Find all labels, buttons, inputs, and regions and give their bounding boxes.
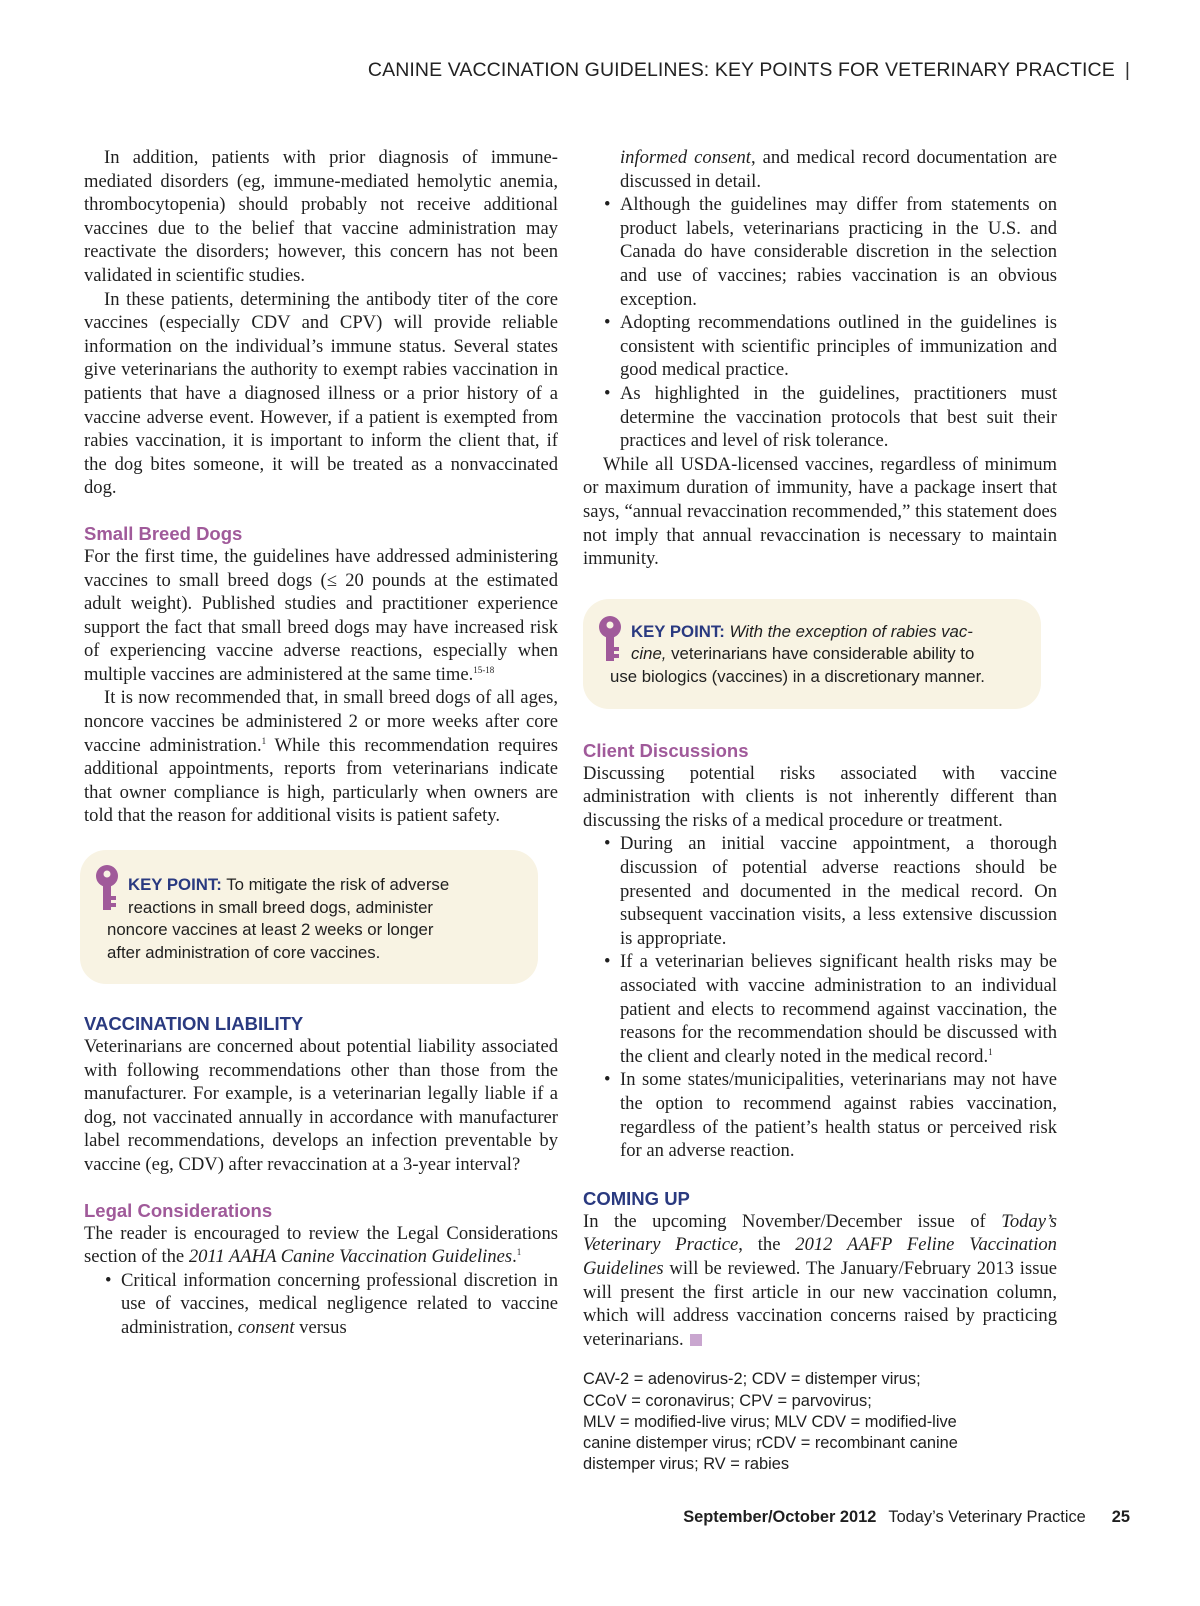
paragraph-client-discussions: Discussing potential risks associated with vaccine administration with clients is not inherently different than discussing the risks of a medical procedure or treatment. (583, 762, 1057, 831)
header-separator: | (1124, 59, 1130, 81)
noncore-timing-text-b: While this recommendation requires additional appointments, reports from veterinarians indicate that owner compliance is high, particularly when owners are told that the reason for additional visits is patient safety. (84, 734, 558, 827)
bullet-dot: • (604, 1069, 611, 1091)
abbreviation-line: distemper virus; RV = rabies (583, 1455, 790, 1474)
bullet-text: In some states/municipalities, veterinarians may not have the option to recommend against rabies vaccination, regardless of the patient’s health status or perceived risk for an adverse reaction. (620, 1069, 1057, 1162)
footer-issue: September/October 2012 (683, 1508, 877, 1526)
key-point-text-3: noncore vaccines at least 2 weeks or longer (107, 920, 434, 940)
bullet-dot: • (604, 382, 611, 404)
key-point-text-2: veterinarians have considerable ability to (666, 644, 975, 664)
list-item (583, 146, 1057, 193)
client-bullet-list (583, 832, 1057, 1162)
legal-bullet-italic: consent (237, 1316, 295, 1338)
reference-1-legal: 1 (516, 1247, 522, 1257)
bullet-dot: • (105, 1269, 112, 1291)
noncore-timing-text-a: It is now recommended that, in small breed dogs of all ages, noncore vaccines be administered 2 or more weeks after core vaccine administration. (84, 687, 558, 756)
bullet-text: Adopting recommendations outlined in the guidelines is consistent with scientific principles of immunization and good medical practice. (620, 312, 1057, 381)
abbreviation-line: CAV-2 = adenovirus-2; CDV = distemper virus; (583, 1370, 921, 1389)
key-point-line-1 (631, 621, 974, 644)
footer-journal: Today’s Veterinary Practice (888, 1508, 1086, 1526)
left-column (84, 146, 558, 1340)
legal-bullet-text-b: versus (294, 1316, 347, 1338)
paragraph-noncore-timing (84, 686, 558, 828)
bullet-dot: • (604, 312, 611, 334)
coming-italic-2: 2012 AAFP Feline Vaccination Guidelines (583, 1234, 1057, 1279)
end-of-article-mark (690, 1334, 702, 1346)
heading-vaccination-liability: VACCINATION LIABILITY (84, 1013, 304, 1035)
list-item (583, 832, 1057, 950)
bullet-dot: • (604, 833, 611, 855)
abbreviation-line: MLV = modified-live virus; MLV CDV = modified-live (583, 1412, 957, 1431)
page-number: 25 (1111, 1508, 1130, 1526)
bullet-dot: • (604, 194, 611, 216)
bullet-text: Although the guidelines may differ from statements on product labels, veterinarians practicing in the U.S. and Canada do have considerable discretion in the selection and use of vaccines; rabies vaccination is an obvious exception. (620, 194, 1057, 310)
key-point-label: KEY POINT: (631, 621, 725, 641)
heading-legal-considerations: Legal Considerations (84, 1199, 273, 1221)
continued-italic: informed consent (620, 147, 751, 168)
list-item (583, 1068, 1057, 1162)
paragraph-antibody-titer: In these patients, determining the antibody titer of the core vaccines (especially CDV and CPV) will provide reliable information on the individual’s immune status. Several states give veterinarians the authority to exempt rabies vaccination in patients that have a diagnosed illness or a prior history of a vaccine adverse event. However, if a patient is exempted from rabies vaccination, it is important to inform the client that, if the dog bites someone, it will be treated as a nonvaccinated dog. (84, 288, 558, 499)
bullet-dot: • (604, 951, 611, 973)
page-footer (500, 1508, 1130, 1527)
heading-coming-up: COMING UP (583, 1187, 690, 1209)
small-breed-intro-text: For the first time, the guidelines have addressed administering vaccines to small breed dogs (≤ 20 pounds at the estimated adult weight). Published studies and practitioner experience support the fact that small breed dogs may have increased risk of experiencing vaccine adverse reactions, especially when multiple vaccines are administered at the same time. (84, 545, 558, 685)
key-point-text-4: after administration of core vaccines. (107, 942, 381, 962)
bullet-text: As highlighted in the guidelines, practitioners must determine the vaccination protocols that best suit their practices and level of risk tolerance. (620, 382, 1057, 452)
legal-bullet-list (84, 1269, 558, 1340)
paragraph-legal (84, 1222, 558, 1269)
key-icon (597, 615, 623, 672)
key-point-box-small-breed (80, 850, 538, 984)
legal-text-italic: 2011 AAHA Canine Vaccination Guidelines (188, 1246, 513, 1268)
running-title: CANINE VACCINATION GUIDELINES: KEY POINTS FOR VETERINARY PRACTICE (367, 59, 1115, 81)
list-item (84, 1269, 558, 1340)
legal-bullet-text-a: Critical information concerning professional discretion in use of vaccines, medical negligence related to vaccine administration, (121, 1269, 558, 1338)
list-item (583, 311, 1057, 382)
reference-1-client: 1 (988, 1046, 993, 1057)
coming-italic-1: Today’s Veterinary Practice (583, 1210, 1057, 1256)
right-column (583, 146, 1057, 1475)
heading-small-breed-dogs: Small Breed Dogs (84, 522, 243, 544)
heading-client-discussions: Client Discussions (583, 739, 749, 761)
key-point-text-1: To mitigate the risk of adverse (221, 875, 450, 895)
bullet-text: During an initial vaccine appointment, a thorough discussion of potential adverse reactions should be presented and documented in the medical record. On subsequent vaccination visits, a less extensive discussion is appropriate. (620, 833, 1057, 949)
running-header (300, 59, 1130, 82)
paragraph-immune-disorders: In addition, patients with prior diagnosis of immune-mediated disorders (eg, immune-mediated hemolytic anemia, thrombocytopenia) should probably not receive additional vaccines due to the belief that vaccine administration may reactivate the disorders; however, this concern has not been validated in scientific studies. (84, 147, 558, 286)
key-point-italic-2: cine, (631, 644, 667, 664)
legal-text-a: The reader is encouraged to review the Legal Considerations section of the (84, 1222, 558, 1268)
key-point-label: KEY POINT: (128, 875, 222, 895)
list-item (583, 382, 1057, 453)
continued-bullet-list (583, 146, 1057, 453)
key-point-text-2: reactions in small breed dogs, administer (128, 897, 434, 917)
key-point-text-3: use biologics (vaccines) in a discretionary manner. (610, 666, 985, 686)
abbreviations-list (583, 1369, 1057, 1475)
paragraph-coming-up (583, 1210, 1057, 1352)
legal-text-b: . (512, 1246, 517, 1268)
key-point-line-2 (631, 643, 974, 666)
coming-text-1: In the upcoming November/December issue of (583, 1210, 1002, 1232)
key-point-line-1 (128, 874, 449, 897)
reference-15-18: 15-18 (473, 664, 495, 675)
abbreviation-line: CCoV = coronavirus; CPV = parvovirus; (583, 1391, 872, 1410)
reference-1: 1 (261, 735, 267, 746)
paragraph-liability: Veterinarians are concerned about potential liability associated with following recommendations other than those from the manufacturer. For example, is a veterinarian legally liable if a dog, not vaccinated annually in accordance with manufacturer label recommendations, develops an infection preventable by vaccine (eg, CDV) after revaccination at a 3-year interval? (84, 1036, 558, 1175)
list-item (583, 193, 1057, 311)
key-point-italic-1: With the exception of rabies vac- (724, 621, 973, 641)
key-icon (94, 864, 120, 921)
abbreviation-line: canine distemper virus; rCDV = recombinant canine (583, 1433, 958, 1452)
bullet-text: If a veterinarian believes significant health risks may be associated with vaccine administration to an individual patient and elects to recommend against vaccination, the reasons for the recommendation should be discussed with the client and clearly noted in the medical record. (620, 951, 1057, 1067)
continued-text: , and medical record documentation are discussed in detail. (620, 147, 1057, 192)
paragraph-usda-insert: While all USDA-licensed vaccines, regardless of minimum or maximum duration of immunity, have a package insert that says, “annual revaccination recommended,” this statement does not imply that annual revaccination is necessary to maintain immunity. (583, 453, 1057, 570)
key-point-box-rabies (583, 599, 1041, 709)
list-item (583, 950, 1057, 1068)
paragraph-small-breed-intro (84, 545, 558, 687)
coming-text-3: will be reviewed. The January/February 2013 issue will present the first article in our new vaccination column, which will address vaccination concerns raised by practicing veterinarians. (583, 1257, 1057, 1350)
coming-text-2: , the (738, 1234, 796, 1256)
